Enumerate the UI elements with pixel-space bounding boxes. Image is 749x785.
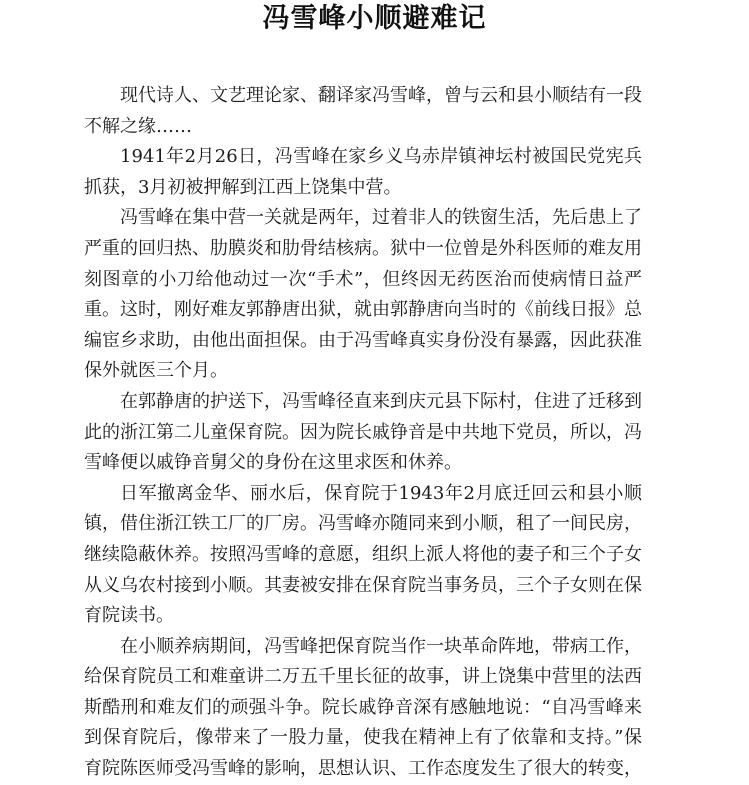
paragraph-recuperation: 在小顺养病期间，冯雪峰把保育院当作一块革命阵地，带病工作，给保育院员工和难童讲二万五千里长征的故事，讲上饶集中营里的法西斯酷刑和难友们的顽强斗争。院长戚铮音深有感触地说：“自冯雪峰来到保育院后，像带来了一股力量，使我在精神上有了依靠和支持。”保育院陈医师受冯雪峰的影响，思想认识、工作态度发生了很大的转变， (84, 635, 642, 780)
paragraph-xiaoshun: 日军撤离金华、丽水后，保育院于1943年2月底迁回云和县小顺镇，借住浙江铁工厂的厂房。冯雪峰亦随同来到小顺，租了一间民房，继续隐蔽休养。按照冯雪峰的意愿，组织上派人将他的妻子和三个子女从义乌农村接到小顺。其妻被安排在保育院当事务员，三个子女则在保育院读书。 (84, 482, 642, 627)
paragraph-arrest: 1941年2月26日，冯雪峰在家乡义乌赤岸镇神坛村被国民党宪兵抓获，3月初被押解到江西上饶集中营。 (84, 146, 642, 198)
paragraph-intro: 现代诗人、文艺理论家、翻译家冯雪峰，曾与云和县小顺结有一段不解之缘…… (84, 85, 642, 137)
paragraph-camp: 冯雪峰在集中营一关就是两年，过着非人的铁窗生活，先后患上了严重的回归热、肋膜炎和肋骨结核病。狱中一位曾是外科医师的难友用刻图章的小刀给他动过一次“手术”，但终因无药医治而使病情日益严重。这时，刚好难友郭静唐出狱，就由郭静唐向当时的《前线日报》总编宦乡求助，由他出面担保。由于冯雪峰真实身份没有暴露，因此获准保外就医三个月。 (84, 207, 642, 382)
paragraph-qingyuan: 在郭静唐的护送下，冯雪峰径直来到庆元县下际村，住进了迁移到此的浙江第二儿童保育院。因为院长戚铮音是中共地下党员，所以，冯雪峰便以戚铮音舅父的身份在这里求医和休养。 (84, 390, 642, 474)
page-title: 冯雪峰小顺避难记 (262, 3, 487, 34)
article-body (84, 81, 642, 785)
